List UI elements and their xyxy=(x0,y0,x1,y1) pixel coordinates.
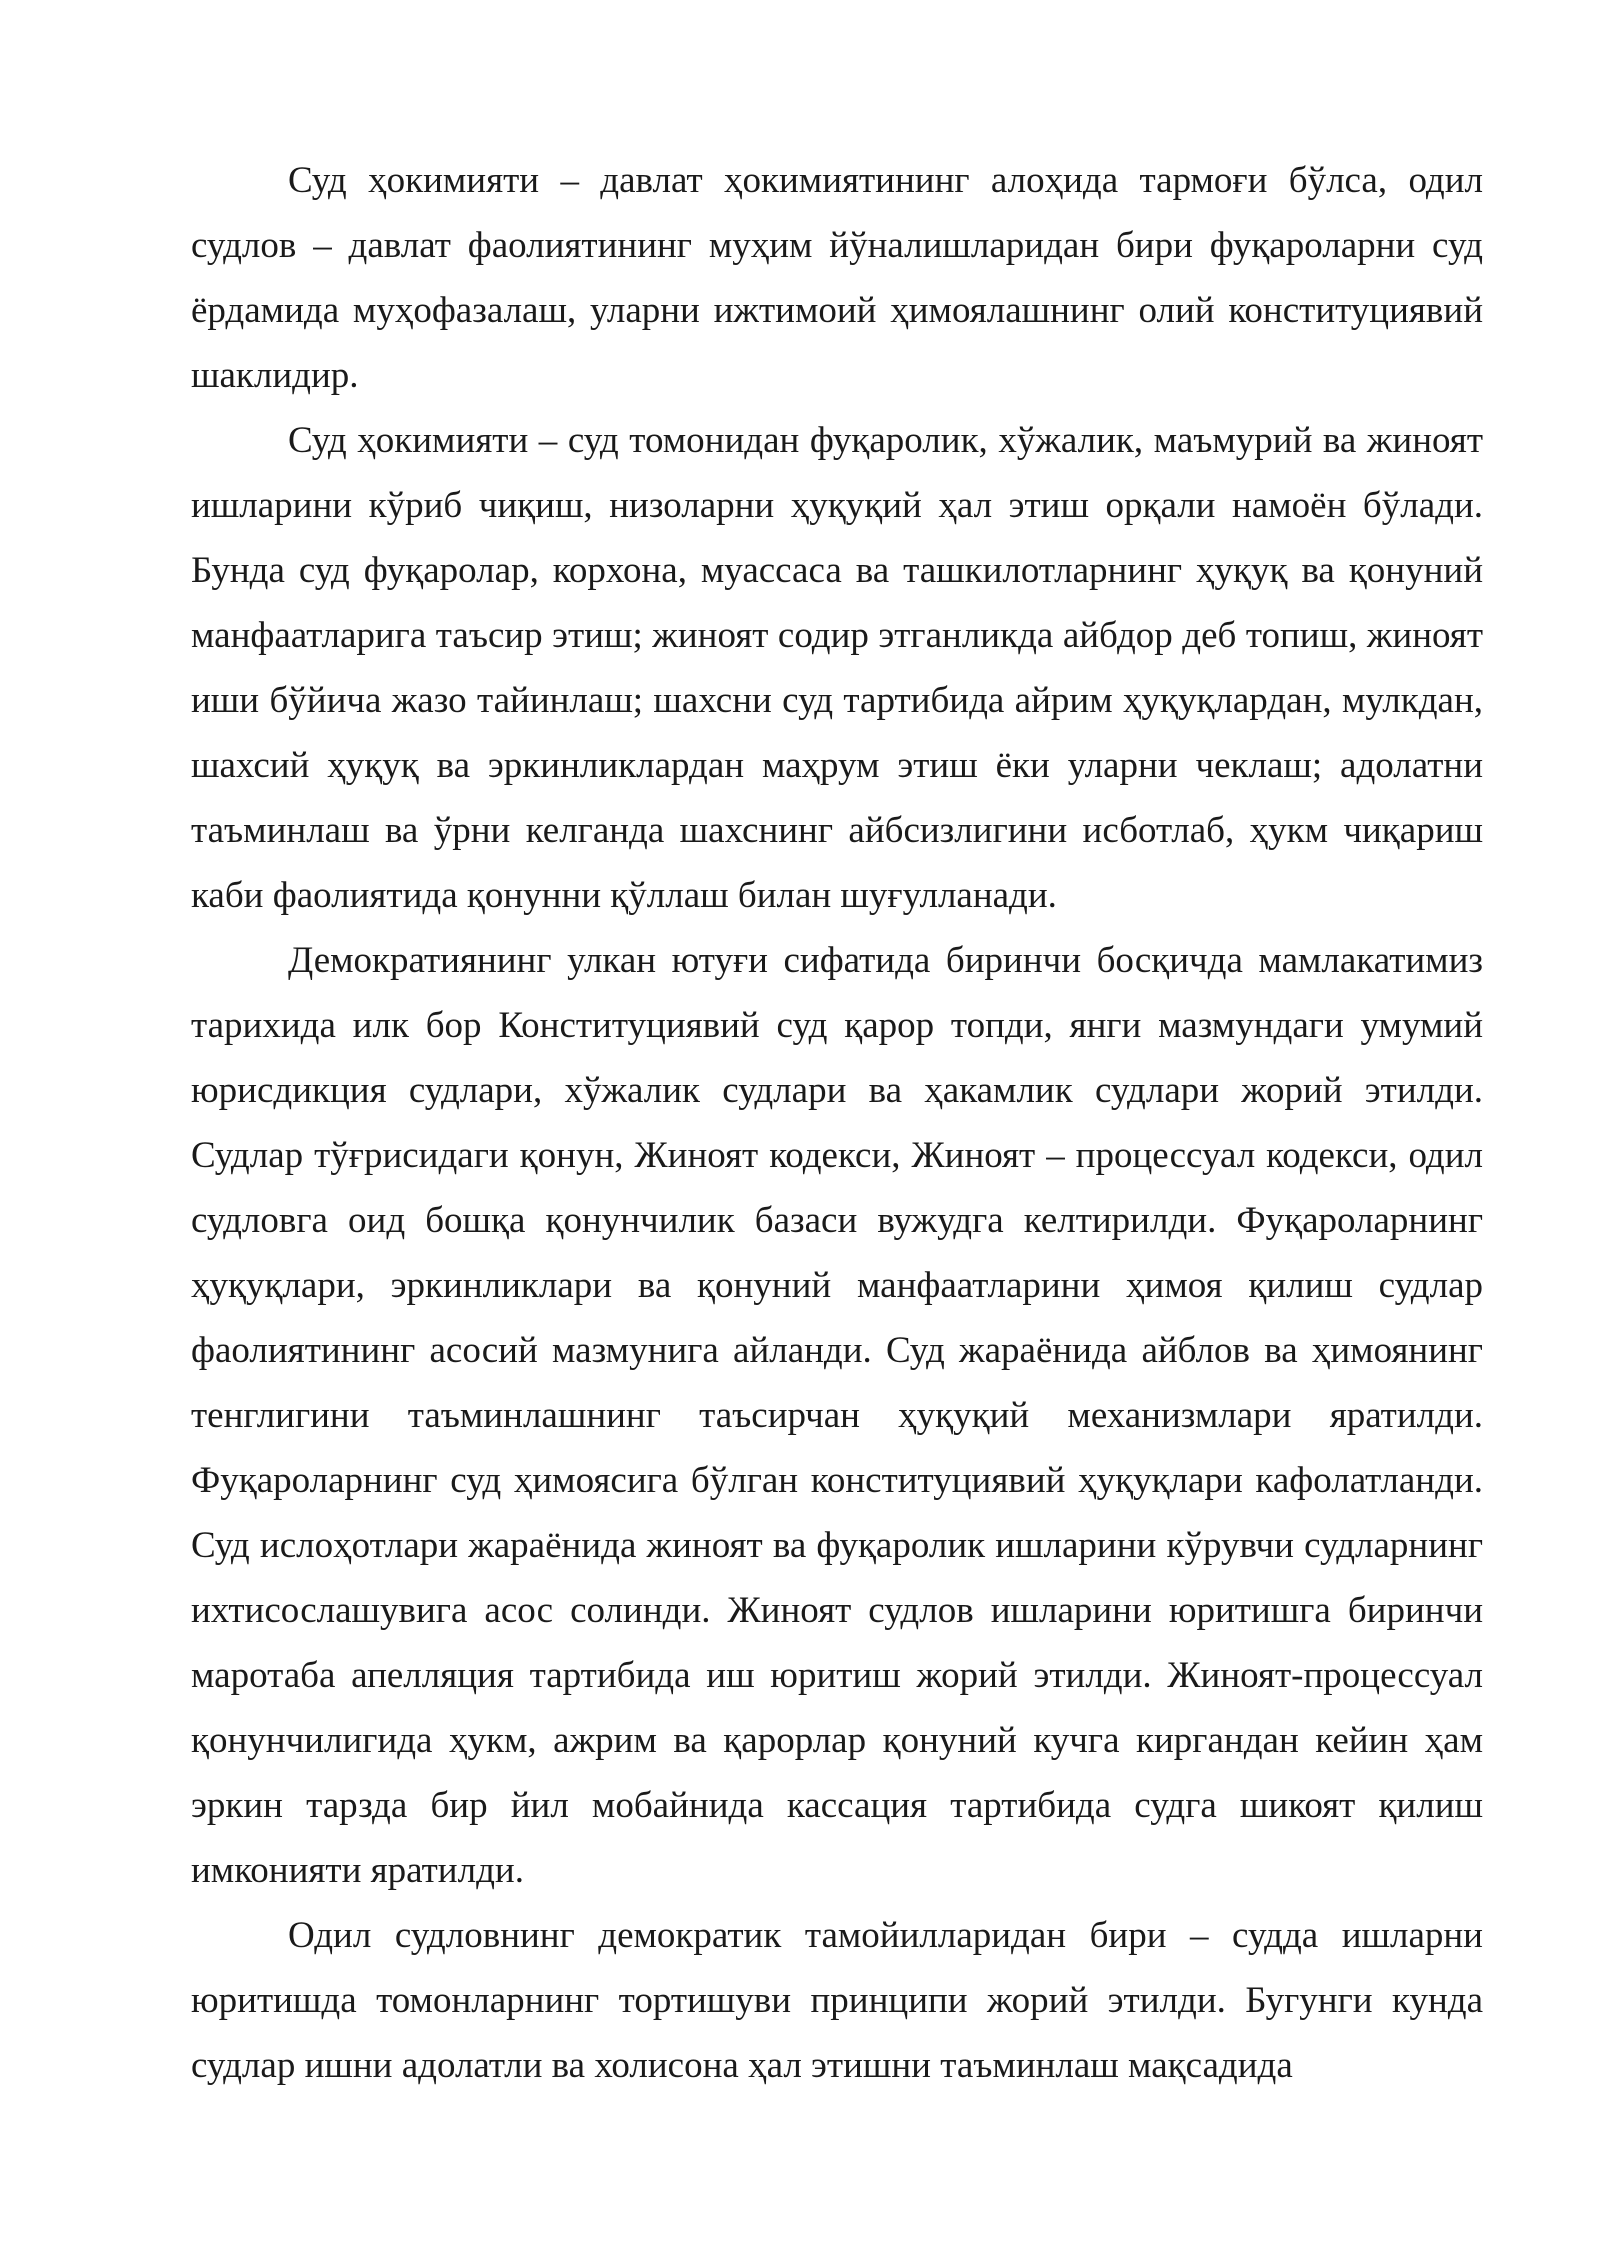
paragraph: Одил судловнинг демократик тамойилларидан бири – судда ишларни юритишда томонларнинг тортишуви принципи жорий этилди. Бугунги кунда судлар ишни адолатли ва холисона ҳал этишни таъминлаш мақсадида xyxy=(191,1915,1483,2086)
paragraph: Демократиянинг улкан ютуғи сифатида биринчи босқичда мамлакатимиз тарихида илк бор Конституциявий суд қарор топди, янги мазмундаги умумий юрисдикция судлари, хўжалик судлари ва ҳакамлик судлари жорий этилди. Судлар тўғрисидаги қонун, Жиноят кодекси, Жиноят – процессуал кодекси, одил судловга оид бошқа қонунчилик базаси вужудга келтирилди. Фуқароларнинг ҳуқуқлари, эркинликлари ва қонуний манфаатларини ҳимоя қилиш судлар фаолиятининг асосий мазмунига айланди. Суд жараёнида айблов ва ҳимоянинг тенглигини таъминлашнинг таъсирчан ҳуқуқий механизмлари яратилди. Фуқароларнинг суд ҳимоясига бўлган конституциявий ҳуқуқлари кафолатланди. Суд ислоҳотлари жараёнида жиноят ва фуқаролик ишларини кўрувчи судларнинг ихтисослашувига асос солинди. Жиноят судлов ишларини юритишга биринчи маротаба апелляция тартибида иш юритиш жорий этилди. Жиноят-процессуал қонунчилигида ҳукм, ажрим ва қарорлар қонуний кучга киргандан кейин ҳам эркин тарзда бир йил мобайнида кассация тартибида судга шикоят қилиш имконияти яратилди. xyxy=(191,940,1483,1891)
document-body xyxy=(191,148,1483,2098)
paragraph: Суд ҳокимияти – давлат ҳокимиятининг алоҳида тармоғи бўлса, одил судлов – давлат фаолиятининг муҳим йўналишларидан бири фуқароларни суд ёрдамида муҳофазалаш, уларни ижтимоий ҳимоялашнинг олий конституциявий шаклидир. xyxy=(191,160,1483,396)
paragraph: Суд ҳокимияти – суд томонидан фуқаролик, хўжалик, маъмурий ва жиноят ишларини кўриб чиқиш, низоларни ҳуқуқий ҳал этиш орқали намоён бўлади. Бунда суд фуқаролар, корхона, муассаса ва ташкилотларнинг ҳуқуқ ва қонуний манфаатларига таъсир этиш; жиноят содир этганликда айбдор деб топиш, жиноят иши бўйича жазо тайинлаш; шахсни суд тартибида айрим ҳуқуқлардан, мулкдан, шахсий ҳуқуқ ва эркинликлардан маҳрум этиш ёки уларни чеклаш; адолатни таъминлаш ва ўрни келганда шахснинг айбсизлигини исботлаб, ҳукм чиқариш каби фаолиятида қонунни қўллаш билан шуғулланади. xyxy=(191,420,1483,916)
